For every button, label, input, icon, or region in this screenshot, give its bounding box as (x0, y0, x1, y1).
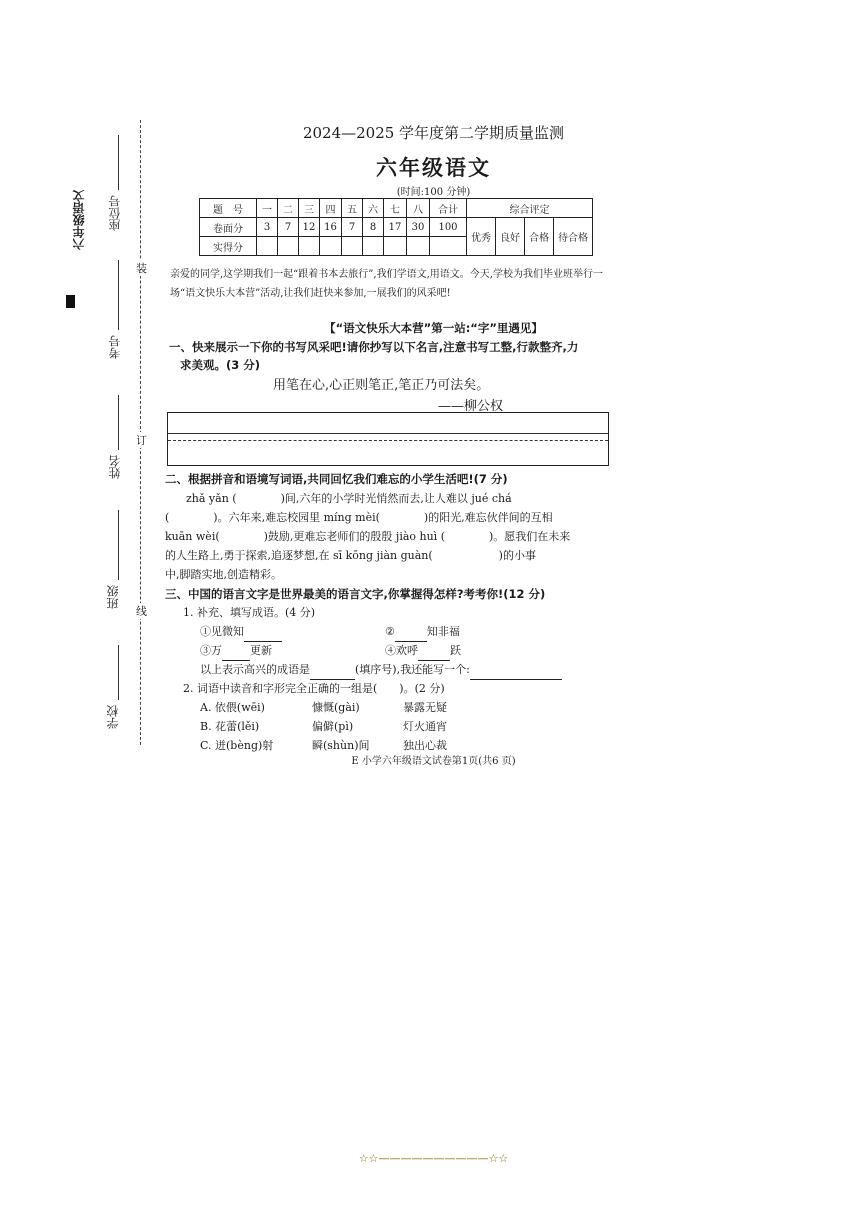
eval-title: 综合评定 (467, 199, 593, 218)
exam-number-label: 考号 (108, 335, 122, 359)
points-8: 30 (407, 218, 430, 237)
binding-char-3: 线 (136, 605, 147, 618)
points-4: 16 (320, 218, 342, 237)
option-c-2: 瞬(shùn)间 (312, 739, 370, 752)
q1-writing-box[interactable] (167, 412, 609, 466)
actual-score-cell[interactable] (299, 237, 320, 256)
row-label-actual: 实得分 (200, 237, 257, 256)
col-3: 三 (299, 199, 320, 218)
binding-char-1: 装 (136, 262, 147, 275)
option-a-3: 暴露无疑 (403, 701, 447, 714)
name-label: 姓名 (108, 455, 122, 479)
actual-score-cell[interactable] (257, 237, 278, 256)
idiom-4-tail: 跃 (450, 644, 461, 657)
registration-mark (66, 295, 75, 308)
eval-excellent: 优秀 (467, 218, 496, 256)
idiom-4-blank[interactable] (418, 641, 450, 661)
q2-heading: 二、根据拼音和语境写词语,共同回忆我们难忘的小学生活吧!(7 分) (165, 472, 508, 486)
points-2: 7 (278, 218, 299, 237)
score-table (199, 198, 593, 256)
idiom-3 (200, 641, 330, 661)
q2-line-2: ( )。六年来,难忘校园里 míng mèi( )的阳光,难忘伙伴间的互相 (165, 511, 553, 524)
actual-score-cell[interactable] (342, 237, 363, 256)
time-limit: (时间:100 分钟) (396, 187, 471, 198)
q1-heading-cont: 求美观。(3 分) (180, 358, 261, 372)
subject-title: 六年级语文 (376, 156, 491, 180)
idiom-2-tail: 知非福 (426, 625, 460, 638)
happy-idiom-blank[interactable] (310, 660, 355, 680)
writing-guide-line (168, 440, 608, 441)
name-field[interactable] (118, 395, 119, 450)
option-c-1: C. 迸(bèng)射 (200, 739, 274, 752)
actual-score-cell[interactable] (363, 237, 384, 256)
school-field[interactable] (118, 645, 119, 700)
points-5: 7 (342, 218, 363, 237)
q2-line-4: 的人生路上,勇于探索,追逐梦想,在 sī kōng jiàn guàn( )的小事 (165, 549, 536, 562)
col-4: 四 (320, 199, 342, 218)
col-2: 二 (278, 199, 299, 218)
col-total: 合计 (430, 199, 467, 218)
side-subject-label: 六年级语文 (72, 190, 86, 250)
q3-sub2: 2. 词语中读音和字形完全正确的一组是( )。(2 分) (183, 682, 445, 695)
eval-pass: 合格 (525, 218, 554, 256)
idiom-4 (385, 641, 525, 661)
school-label: 学校 (106, 705, 120, 729)
idiom-2-text: ② (385, 625, 395, 638)
option-a-1: A. 依偎(wēi) (200, 701, 265, 714)
q3-sub1: 1. 补充、填写成语。(4 分) (183, 606, 316, 619)
idiom-3-tail: 更新 (250, 644, 272, 657)
q1-quote: 用笔在心,心正则笔正,笔正乃可法矣。 (273, 378, 490, 393)
q1-heading: 一、快来展示一下你的书写风采吧!请你抄写以下名言,注意书写工整,行款整齐,力 (169, 340, 579, 354)
option-c-3: 独出心裁 (403, 739, 447, 752)
actual-score-cell[interactable] (384, 237, 407, 256)
points-total: 100 (430, 218, 467, 237)
idiom-fill-line (200, 660, 620, 680)
col-5: 五 (342, 199, 363, 218)
eval-fail: 待合格 (554, 218, 593, 256)
points-3: 12 (299, 218, 320, 237)
option-b-2: 偏僻(pì) (312, 720, 354, 733)
idiom-2 (385, 622, 525, 642)
row-label-question: 题 号 (200, 199, 257, 218)
writing-line (168, 433, 608, 434)
idiom-1-blank[interactable] (244, 622, 282, 642)
q3-heading: 三、中国的语言文字是世界最美的语言文字,你掌握得怎样?考考你!(12 分) (165, 587, 546, 601)
col-8: 八 (407, 199, 430, 218)
eval-good: 良好 (496, 218, 525, 256)
actual-score-cell[interactable] (430, 237, 467, 256)
exam-title: 2024—2025 学年度第二学期质量监测 (302, 124, 565, 142)
page-footer: E 小学六年级语文试卷第1页(共6 页) (351, 756, 516, 767)
col-6: 六 (363, 199, 384, 218)
col-1: 一 (257, 199, 278, 218)
idiom-4-text: ④欢呼 (385, 644, 418, 657)
idiom-1 (200, 622, 320, 642)
station-heading: 【“语文快乐大本营”第一站:“字”里遇见】 (324, 321, 543, 335)
actual-score-cell[interactable] (278, 237, 299, 256)
fill-line-b: (填序号),我还能写一个: (355, 663, 470, 676)
option-b-3: 灯火通宵 (403, 720, 447, 733)
idiom-1-text: ①见微知 (200, 625, 244, 638)
row-label-points: 卷面分 (200, 218, 257, 237)
idiom-2-blank[interactable] (395, 622, 427, 642)
points-7: 17 (384, 218, 407, 237)
option-b-1: B. 花蕾(lěi) (200, 720, 260, 733)
seat-number-label: 座位号 (108, 195, 122, 231)
q1-author: ——柳公权 (438, 399, 504, 414)
q2-line-3: kuān wèi( )鼓励,更难忘老师们的殷殷 jiào huì ( )。愿我们在未来 (165, 530, 571, 543)
option-a-2: 慷慨(gài) (312, 701, 360, 714)
actual-score-cell[interactable] (407, 237, 430, 256)
points-1: 3 (257, 218, 278, 237)
points-6: 8 (363, 218, 384, 237)
col-7: 七 (384, 199, 407, 218)
q2-line-1: zhǎ yǎn ( )间,六年的小学时光悄然而去,让人难以 jué chá (186, 492, 512, 505)
q2-line-5: 中,脚踏实地,创造精彩。 (165, 568, 282, 581)
class-field[interactable] (118, 510, 119, 580)
class-label: 班级 (106, 585, 120, 609)
idiom-3-text: ③万 (200, 644, 222, 657)
fill-line-a: 以上表示高兴的成语是 (200, 663, 310, 676)
intro-paragraph: 亲爱的同学,这学期我们一起“跟着书本去旅行”,我们学语文,用语文。今天,学校为我们毕业班举行一场“语文快乐大本营”活动,让我们赶快来参加,一展我们的风采吧! (170, 269, 603, 299)
extra-idiom-blank[interactable] (470, 660, 562, 680)
idiom-3-blank[interactable] (222, 641, 250, 661)
binding-char-2: 订 (136, 434, 147, 447)
actual-score-cell[interactable] (320, 237, 342, 256)
bottom-stars: ☆☆——————————☆☆ (358, 1152, 509, 1165)
